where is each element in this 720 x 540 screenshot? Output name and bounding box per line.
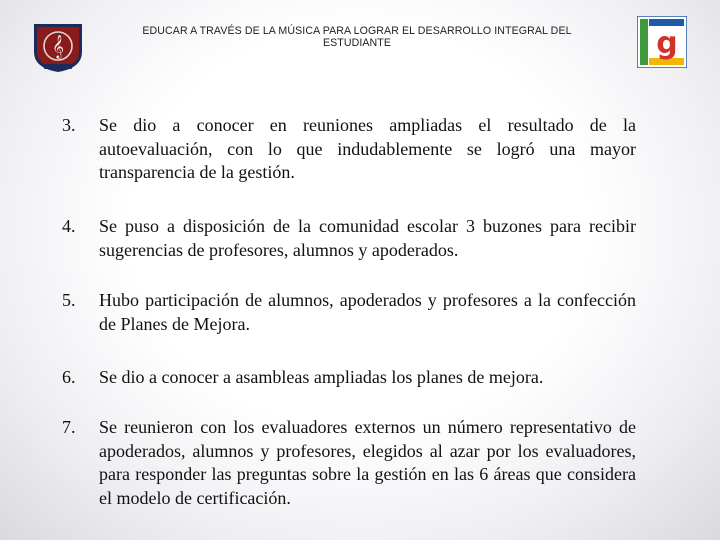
item-text: Se dio a conocer a asambleas ampliadas los planes de mejora. <box>99 367 544 387</box>
item-number: 3. <box>62 115 76 135</box>
item-text: Se dio a conocer en reuniones ampliadas el resultado de la autoevaluación, con lo que indudablemente se logró una mayor transparencia de la gestión. <box>99 115 636 182</box>
item-number: 4. <box>62 216 76 236</box>
seal-letter: g <box>656 26 678 61</box>
svg-text:𝄞: 𝄞 <box>52 34 64 58</box>
item-number: 6. <box>62 367 76 387</box>
item-number: 5. <box>62 290 76 310</box>
item-text: Hubo participación de alumnos, apoderados y profesores a la confección de Planes de Mejora. <box>99 290 636 334</box>
item-text: Se puso a disposición de la comunidad escolar 3 buzones para recibir sugerencias de profesores, alumnos y apoderados. <box>99 216 636 260</box>
header-title: EDUCAR A TRAVÉS DE LA MÚSICA PARA LOGRAR EL DESARROLLO INTEGRAL DEL ESTUDIANTE <box>142 25 572 49</box>
item-text: Se reunieron con los evaluadores externos un número representativo de apoderados, alumnos y profesores, elegidos al azar por los evaluadores, para responder las preguntas sobre la gestión en las 6 áreas que considera el modelo de certificación. <box>99 417 636 508</box>
item-number: 7. <box>62 417 76 437</box>
